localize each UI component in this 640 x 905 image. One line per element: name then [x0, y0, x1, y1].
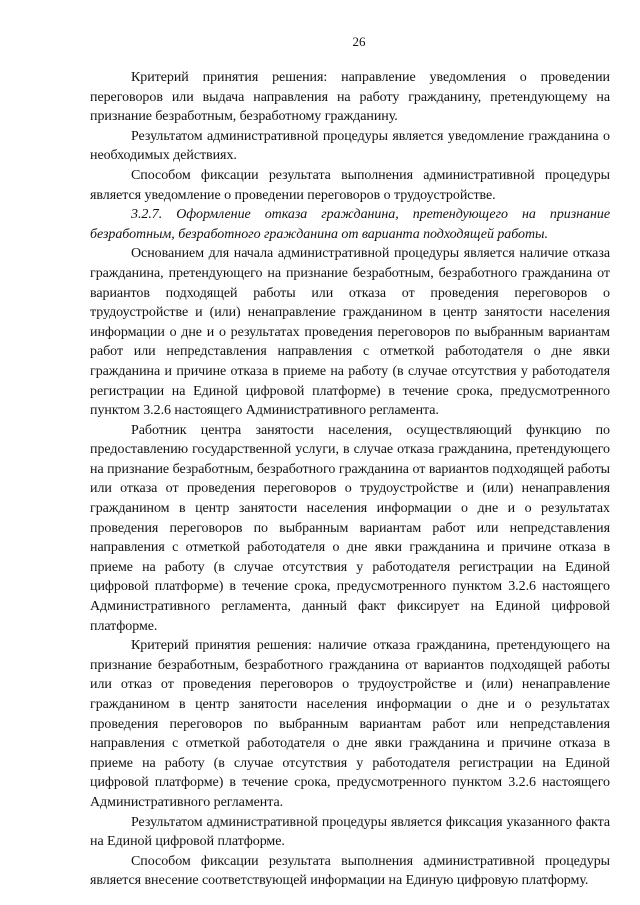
document-page: [90, 34, 610, 891]
paragraph-decision-criterion-refusal: Критерий принятия решения: наличие отказа гражданина, претендующего на признание безработным, безработного гражданина от вариантов подходящей работы или отказ от проведения переговоров о трудоустройстве и (или) ненаправление гражданином в центр занятости населения информации о дне и о результатах проведения переговоров по выбранным вариантам работ или непредставления направления с отметкой работодателя о дне явки гражданина и причине отказа в приеме на работу (в случае отсутствия у работодателя регистрации на Единой цифровой платформе) в течение срока, предусмотренного пунктом 3.2.6 настоящего Административного регламента.: [90, 638, 610, 810]
page-number: 26: [352, 34, 366, 49]
paragraph-result-fixation-method-notification: Способом фиксации результата выполнения административной процедуры является уведомление о проведении переговоров о трудоустройстве.: [90, 167, 610, 203]
paragraph-employee-action: Работник центра занятости населения, осуществляющий функцию по предоставлению государственной услуги, в случае отказа гражданина, претендующего на признание безработным, безработного гражданина от вариантов подходящей работы или отказа от проведения переговоров о трудоустройстве и (или) ненаправления гражданином в центр занятости населения информации о дне и о результатах проведения переговоров по выбранным вариантам работ или непредставления направления с отметкой работодателя о дне явки гражданина и причине отказа в приеме на работу (в случае отсутствия у работодателя регистрации на Единой цифровой платформе) в течение срока, предусмотренного пунктом 3.2.6 настоящего Административного регламента, данный факт фиксирует на Единой цифровой платформе.: [90, 422, 610, 634]
paragraph-result-fixation-method-platform: Способом фиксации результата выполнения административной процедуры является внесение соответствующей информации на Единую цифровую платформу.: [90, 853, 610, 889]
section-heading-3-2-7: 3.2.7. Оформление отказа гражданина, претендующего на признание безработным, безработного гражданина от варианта подходящей работы.: [90, 207, 610, 242]
paragraph-decision-criterion-notification: Критерий принятия решения: направление уведомления о проведении переговоров или выдача направления на работу гражданину, претендующему на признание безработным, безработному гражданину.: [90, 70, 610, 125]
paragraph-procedure-result-fixation: Результатом административной процедуры является фиксация указанного факта на Единой цифровой платформе.: [90, 814, 610, 850]
paragraph-procedure-basis: Основанием для начала административной процедуры является наличие отказа гражданина, претендующего на признание безработным, безработного гражданина от вариантов подходящей работы или отказа от проведения переговоров о трудоустройстве и (или) ненаправление гражданином в центр занятости населения информации о дне и о результатах проведения переговоров по выбранным вариантам работ или непредставления направления с отметкой работодателя о дне явки гражданина и причине отказа в приеме на работу (в случае отсутствия у работодателя регистрации на Единой цифровой платформе) в течение срока, предусмотренного пунктом 3.2.6 настоящего Административного регламента.: [90, 246, 610, 419]
paragraph-procedure-result-notification: Результатом административной процедуры является уведомление гражданина о необходимых действиях.: [90, 128, 610, 164]
